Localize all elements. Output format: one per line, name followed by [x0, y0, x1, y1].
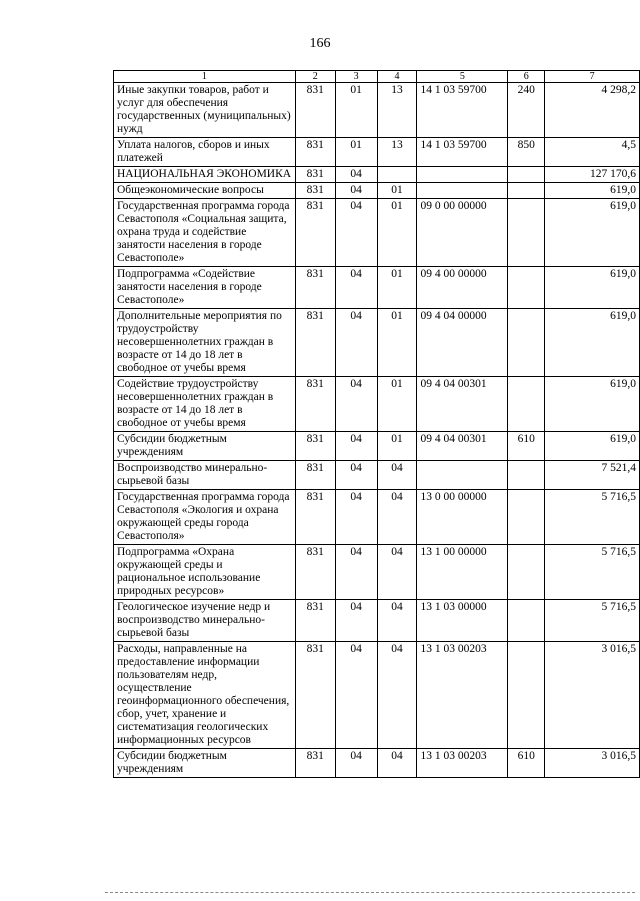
- row-subsection: 04: [377, 461, 417, 490]
- row-expense-type: [508, 267, 545, 309]
- row-name: Воспроизводство минерально-сырьевой базы: [114, 461, 296, 490]
- table-row: [114, 461, 640, 490]
- table-row: [114, 199, 640, 267]
- row-section: 04: [335, 183, 377, 199]
- row-target-article: [417, 461, 508, 490]
- row-target-article: 13 1 03 00203: [417, 749, 508, 778]
- row-section: 01: [335, 138, 377, 167]
- row-name: Общеэкономические вопросы: [114, 183, 296, 199]
- row-name: Иные закупки товаров, работ и услуг для обеспечения государственных (муниципальных) нужд: [114, 83, 296, 138]
- row-code: 831: [295, 267, 335, 309]
- row-expense-type: [508, 377, 545, 432]
- column-header-5: 5: [417, 71, 508, 83]
- page-edge: [105, 892, 635, 895]
- row-expense-type: [508, 490, 545, 545]
- row-name: НАЦИОНАЛЬНАЯ ЭКОНОМИКА: [114, 167, 296, 183]
- row-target-article: [417, 183, 508, 199]
- row-amount: 619,0: [545, 377, 640, 432]
- row-amount: 619,0: [545, 183, 640, 199]
- table-row: [114, 545, 640, 600]
- table-row: [114, 138, 640, 167]
- row-amount: 4,5: [545, 138, 640, 167]
- column-header-4: 4: [377, 71, 417, 83]
- table-row: [114, 183, 640, 199]
- row-name: Государственная программа города Севастополя «Социальная защита, охрана труда и содействие занятости населения в городе Севастополе»: [114, 199, 296, 267]
- page-number: 166: [309, 36, 331, 51]
- row-code: 831: [295, 83, 335, 138]
- row-expense-type: [508, 545, 545, 600]
- row-name: Уплата налогов, сборов и иных платежей: [114, 138, 296, 167]
- row-target-article: [417, 167, 508, 183]
- row-section: 04: [335, 749, 377, 778]
- table-row: [114, 600, 640, 642]
- row-name: Геологическое изучение недр и воспроизводство минерально-сырьевой базы: [114, 600, 296, 642]
- row-target-article: 13 1 03 00203: [417, 642, 508, 749]
- row-expense-type: [508, 600, 545, 642]
- row-code: 831: [295, 600, 335, 642]
- row-subsection: 01: [377, 199, 417, 267]
- table-row: [114, 642, 640, 749]
- row-code: 831: [295, 749, 335, 778]
- budget-table: [113, 70, 640, 778]
- row-target-article: 09 4 00 00000: [417, 267, 508, 309]
- row-amount: 619,0: [545, 267, 640, 309]
- row-code: 831: [295, 642, 335, 749]
- row-amount: 619,0: [545, 309, 640, 377]
- row-section: 04: [335, 267, 377, 309]
- row-code: 831: [295, 490, 335, 545]
- column-header-3: 3: [335, 71, 377, 83]
- row-section: 04: [335, 642, 377, 749]
- row-amount: 3 016,5: [545, 749, 640, 778]
- row-expense-type: 610: [508, 432, 545, 461]
- column-header-6: 6: [508, 71, 545, 83]
- row-amount: 5 716,5: [545, 545, 640, 600]
- row-amount: 7 521,4: [545, 461, 640, 490]
- table-row: [114, 377, 640, 432]
- table-row: [114, 167, 640, 183]
- row-amount: 5 716,5: [545, 600, 640, 642]
- row-amount: 619,0: [545, 199, 640, 267]
- row-amount: 619,0: [545, 432, 640, 461]
- row-expense-type: [508, 461, 545, 490]
- table-row: [114, 432, 640, 461]
- row-subsection: 13: [377, 83, 417, 138]
- row-target-article: 14 1 03 59700: [417, 83, 508, 138]
- row-expense-type: 610: [508, 749, 545, 778]
- row-target-article: 09 0 00 00000: [417, 199, 508, 267]
- row-subsection: 04: [377, 749, 417, 778]
- row-expense-type: [508, 199, 545, 267]
- row-expense-type: [508, 309, 545, 377]
- row-subsection: 04: [377, 545, 417, 600]
- row-subsection: 01: [377, 377, 417, 432]
- row-name: Подпрограмма «Содействие занятости населения в городе Севастополе»: [114, 267, 296, 309]
- table-row: [114, 267, 640, 309]
- row-section: 04: [335, 167, 377, 183]
- row-name: Содействие трудоустройству несовершеннолетних граждан в возрасте от 14 до 18 лет в свободное от учебы время: [114, 377, 296, 432]
- row-subsection: 04: [377, 642, 417, 749]
- row-target-article: 13 0 00 00000: [417, 490, 508, 545]
- table-body: [114, 83, 640, 778]
- row-section: 04: [335, 377, 377, 432]
- row-target-article: 13 1 00 00000: [417, 545, 508, 600]
- row-subsection: 13: [377, 138, 417, 167]
- row-expense-type: 240: [508, 83, 545, 138]
- row-name: Дополнительные мероприятия по трудоустройству несовершеннолетних граждан в возрасте от 14 до 18 лет в свободное от учебы время: [114, 309, 296, 377]
- row-name: Подпрограмма «Охрана окружающей среды и рациональное использование природных ресурсов»: [114, 545, 296, 600]
- row-code: 831: [295, 377, 335, 432]
- row-code: 831: [295, 167, 335, 183]
- row-code: 831: [295, 309, 335, 377]
- row-name: Государственная программа города Севастополя «Экология и охрана окружающей среды города Севастополя»: [114, 490, 296, 545]
- row-subsection: [377, 167, 417, 183]
- table-row: [114, 309, 640, 377]
- row-target-article: 09 4 04 00000: [417, 309, 508, 377]
- table-row: [114, 83, 640, 138]
- row-name: Расходы, направленные на предоставление информации пользователям недр, осуществление геоинформационного обеспечения, сбор, учет, хранение и систематизация геологических информационных ресурсов: [114, 642, 296, 749]
- row-subsection: 01: [377, 432, 417, 461]
- row-subsection: 04: [377, 490, 417, 545]
- header-row: [114, 71, 640, 83]
- row-section: 04: [335, 545, 377, 600]
- row-expense-type: 850: [508, 138, 545, 167]
- row-amount: 5 716,5: [545, 490, 640, 545]
- row-name: Субсидии бюджетным учреждениям: [114, 749, 296, 778]
- row-section: 04: [335, 199, 377, 267]
- column-header-1: 1: [114, 71, 296, 83]
- row-subsection: 04: [377, 600, 417, 642]
- row-section: 04: [335, 600, 377, 642]
- row-section: 04: [335, 490, 377, 545]
- row-target-article: 09 4 04 00301: [417, 377, 508, 432]
- column-header-7: 7: [545, 71, 640, 83]
- row-subsection: 01: [377, 183, 417, 199]
- row-amount: 4 298,2: [545, 83, 640, 138]
- row-expense-type: [508, 167, 545, 183]
- row-amount: 127 170,6: [545, 167, 640, 183]
- row-code: 831: [295, 199, 335, 267]
- row-code: 831: [295, 138, 335, 167]
- row-section: 01: [335, 83, 377, 138]
- row-expense-type: [508, 642, 545, 749]
- row-amount: 3 016,5: [545, 642, 640, 749]
- row-expense-type: [508, 183, 545, 199]
- table-row: [114, 749, 640, 778]
- row-subsection: 01: [377, 309, 417, 377]
- row-code: 831: [295, 183, 335, 199]
- row-section: 04: [335, 309, 377, 377]
- row-name: Субсидии бюджетным учреждениям: [114, 432, 296, 461]
- row-target-article: 14 1 03 59700: [417, 138, 508, 167]
- table-row: [114, 490, 640, 545]
- row-code: 831: [295, 432, 335, 461]
- column-header-2: 2: [295, 71, 335, 83]
- row-code: 831: [295, 461, 335, 490]
- row-code: 831: [295, 545, 335, 600]
- row-target-article: 09 4 04 00301: [417, 432, 508, 461]
- row-target-article: 13 1 03 00000: [417, 600, 508, 642]
- row-section: 04: [335, 432, 377, 461]
- row-subsection: 01: [377, 267, 417, 309]
- row-section: 04: [335, 461, 377, 490]
